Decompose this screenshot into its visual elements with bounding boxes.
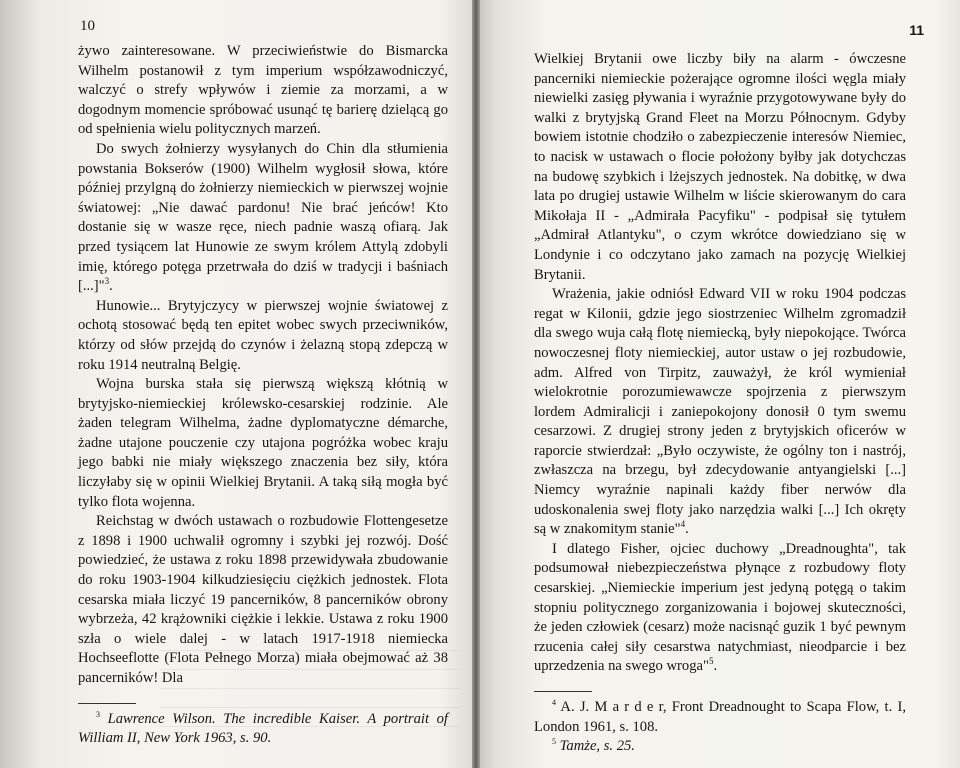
right-page bbox=[476, 0, 960, 768]
paragraph: Wrażenia, jakie odniósł Edward VII w roku 1904 podczas regat w Kilonii, gdzie jego siostrzeniec Wilhelm zgromadził dla swego wuja całą flotę niemiecką, były niepokojące. Twórca nowoczesnej floty niemieckiej, autor ustaw o jej rozbudowie, adm. Alfred von Tirpitz, zauważył, że król wymieniał wielokrotnie porozumiewawcze spojrzenia z pierwszym lordem Admiralicji i zaniepokojony donosił 0 tym swemu cesarzowi. Z drugiej strony jeden z brytyjskich oficerów w raporcie stwierdzał: „Było oczywiste, że ogólny ton i nastrój, zwłaszcza na brzegu, był zdecydowanie antyangielski [...] Niemcy wyraźnie napinali każdy fiber nerwów dla udoskonalenia swej floty jako narzędzia walki [...] Ich okręty są w znakomitym stanie"$^4$. bbox=[534, 286, 906, 538]
page-number-left: 10 bbox=[80, 18, 95, 34]
footnote-marker: 4 bbox=[680, 519, 686, 530]
footnote-divider bbox=[78, 703, 136, 704]
footnote: $^3$ Lawrence Wilson. The incredible Kaiser. A portrait of William II, New York 1963, s. 90. bbox=[78, 709, 448, 747]
paragraph: I dlatego Fisher, ojciec duchowy „Dreadnoughta", tak podsumował niebezpieczeństwa płynące z rozbudowy floty cesarskiej. „Niemieckie imperium jest jedyną potęgą o takim stopniu politycznego zorganizowania i bojowej skuteczności, że jeden człowiek (cesarz) może nacisnąć guzik 1 być pewnym rzucenia całej siły cesarstwa natychmiast, nieodparcie i bez uprzedzenia na swego wroga"$^5$. bbox=[534, 540, 906, 675]
footnote: $^4$ A. J. M a r d e r, Front Dreadnought to Scapa Flow, t. I, London 1961, s. 108. bbox=[534, 698, 906, 735]
paragraph: Wojna burska stała się pierwszą większą kłótnią w brytyjsko-niemieckiej królewsko-cesarskiej rodzinie. Ale żaden telegram Wilhelma, żadne dyplomatyczne démarche, żadne utajone pouczenie czy utajona pogróżka wobec kraju jego babki nie miały większego znaczenia bez siły, która liczyłaby się w opinii Wielkiej Brytanii. A taką siłą mogła być tylko flota wojenna. bbox=[78, 376, 448, 510]
left-page bbox=[0, 0, 476, 768]
paragraph: Hunowie... Brytyjczycy w pierwszej wojnie światowej z ochotą stosować będą ten epitet wobec swych przeciwników, którzy od słów przejdą do czynów i żelazną stopą zdepczą w roku 1914 neutralną Belgię. bbox=[78, 297, 448, 373]
footnote-divider bbox=[534, 691, 592, 692]
page-number-right: 11 bbox=[909, 22, 924, 38]
paragraph: Do swych żołnierzy wysyłanych do Chin dla stłumienia powstania Bokserów (1900) Wilhelm wygłosił słowa, które później przylgną do żołnierzy niemieckich w pierwszej wojnie światowej: „Nie dawać pardonu! Nie brać jeńców! Kto dostanie się w wasze ręce, niech padnie waszą ofiarą. Jak przed tysiącem lat Hunowie ze swym królem Attylą zdobyli imię, którego potęga przetrwała do dziś w tradycji i baśniach [...]"$^3$. bbox=[78, 140, 448, 295]
footnote-marker: 5 bbox=[708, 656, 714, 667]
footnote-marker: 3 bbox=[104, 276, 110, 287]
bleed-through bbox=[160, 650, 460, 730]
book-gutter bbox=[472, 0, 480, 768]
paragraph: żywo zainteresowane. W przeciwieństwie do Bismarcka Wilhelm postanowił z tym imperium współzawodniczyć, walczyć o strefy wpływów i ziemie za morzami, a w dogodnym momencie spróbować usunąć tę barierę dzielącą go od spełnienia wielu politycznych marzeń. bbox=[78, 43, 448, 138]
footnote: $^5$ Tamże, s. 25. bbox=[552, 737, 635, 755]
paragraph: Wielkiej Brytanii owe liczby biły na alarm - ówczesne pancerniki niemieckie pożerające ogromne ilości węgla miały niewielki zasięg pływania i wyraźnie przygotowywane były do walki z brytyjską Grand Fleet na Morzu Północnym. Gdyby bowiem istotnie chodziło o zabezpieczenie interesów Niemiec, to nacisk w ustawach o flocie położony byłby jak dotychczas na budowę szybkich i lżejszych jednostek. Na dobitkę, w dwa lata po drugiej ustawie Wilhelm w liście skierowanym do cara Mikołaja II - „Admirała Pacyfiku" - podpisał się tytułem „Admirał Atlantyku", o czym wkrótce dowiedziano się w Londynie i co odczytano jako zamach na pozycję Wielkiej Brytanii. bbox=[534, 51, 906, 283]
right-page-body bbox=[534, 50, 906, 757]
left-page-body bbox=[78, 42, 448, 749]
paragraph: Reichstag w dwóch ustawach o rozbudowie Flottengesetze z 1898 i 1900 uchwalił ogromny i szybki jej rozwój. Dość powiedzieć, że ustawa z roku 1898 przewidywała zbudowanie do roku 1903-1904 kilkudziesięciu ciężkich jednostek. Flota cesarska miała liczyć 19 pancerników, 8 pancerników obrony wybrzeża, 42 krążowniki ciężkie i lekkie. Ustawa z roku 1900 szła o wiele dalej - w latach 1917-1918 niemiecka Hochseeflotte (Flota Pełnego Morza) miała obejmować aż 38 pancerników! Dla bbox=[78, 513, 448, 686]
